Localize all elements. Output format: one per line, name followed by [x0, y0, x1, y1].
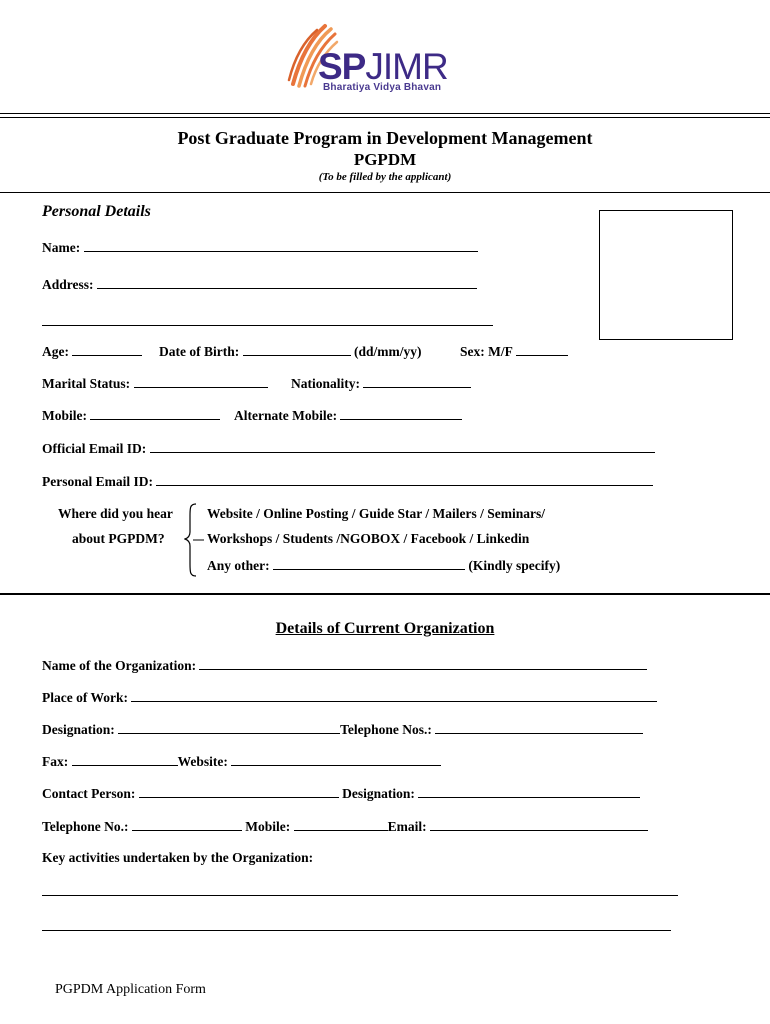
logo-wordmark: SPJIMR: [318, 46, 448, 87]
address-row: [42, 276, 477, 293]
name-field[interactable]: [84, 239, 478, 252]
official-email-label: Official Email ID:: [42, 441, 147, 456]
contact-row: [42, 785, 640, 802]
organization-heading: Details of Current Organization: [275, 620, 495, 637]
top-rule-2: [0, 117, 770, 118]
dob-group: [159, 343, 421, 360]
page-subtitle: PGPDM: [353, 150, 417, 169]
curly-brace-icon: [184, 502, 206, 578]
spjimr-logo: [285, 22, 465, 100]
designation-label: Designation:: [42, 722, 115, 737]
email-field[interactable]: [430, 818, 648, 831]
fax-row: [42, 753, 441, 770]
sex-field[interactable]: [516, 343, 568, 356]
personal-email-label: Personal Email ID:: [42, 474, 153, 489]
org-mobile-field[interactable]: [294, 818, 388, 831]
dob-label: Date of Birth:: [159, 344, 240, 359]
sex-label: Sex: M/F: [460, 344, 513, 359]
fill-note: (To be filled by the applicant): [318, 171, 452, 183]
address-label: Address:: [42, 277, 94, 292]
age-field[interactable]: [72, 343, 142, 356]
mobile-row: [42, 407, 220, 424]
contact-label: Contact Person:: [42, 786, 136, 801]
hear-other-field[interactable]: [273, 557, 465, 570]
marital-label: Marital Status:: [42, 376, 131, 391]
place-row: [42, 689, 657, 706]
hear-question-line-1: Where did you hear: [58, 506, 173, 521]
fax-field[interactable]: [72, 753, 178, 766]
nationality-field[interactable]: [363, 375, 471, 388]
hear-other-label: Any other:: [207, 558, 270, 573]
nationality-label: Nationality:: [291, 376, 360, 391]
contact-field[interactable]: [139, 785, 339, 798]
marital-row: [42, 375, 268, 392]
nationality-group: [291, 375, 471, 392]
page-title: Post Graduate Program in Development Management: [177, 128, 593, 148]
photo-box[interactable]: [599, 210, 733, 340]
place-label: Place of Work:: [42, 690, 128, 705]
age-dob-sex-row: [42, 343, 142, 360]
telephone-nos-label: Telephone Nos.:: [340, 722, 432, 737]
telephone-field[interactable]: [132, 818, 242, 831]
designation-field[interactable]: [118, 721, 340, 734]
personal-email-field[interactable]: [156, 473, 653, 486]
telephone-nos-field[interactable]: [435, 721, 643, 734]
alt-mobile-field[interactable]: [340, 407, 462, 420]
telephone-row: [42, 818, 648, 835]
personal-email-row: [42, 473, 653, 490]
top-rule-1: [0, 113, 770, 114]
activities-line-2[interactable]: [42, 930, 671, 931]
footer-text: PGPDM Application Form: [55, 982, 206, 997]
activities-line-1[interactable]: [42, 895, 678, 896]
email-label: Email:: [387, 819, 427, 834]
designation-row: [42, 721, 643, 738]
website-label: Website:: [177, 754, 228, 769]
personal-details-heading: Personal Details: [42, 203, 151, 220]
contact-designation-label: Designation:: [342, 786, 415, 801]
org-mobile-label: Mobile:: [245, 819, 291, 834]
address-field-line-2[interactable]: [42, 325, 493, 326]
name-label: Name:: [42, 240, 81, 255]
dob-field[interactable]: [243, 343, 351, 356]
alt-mobile-label: Alternate Mobile:: [234, 408, 338, 423]
contact-designation-field[interactable]: [418, 785, 640, 798]
official-email-field[interactable]: [150, 440, 655, 453]
place-field[interactable]: [131, 689, 657, 702]
telephone-label: Telephone No.:: [42, 819, 129, 834]
org-name-row: [42, 657, 647, 674]
alt-mobile-group: [234, 407, 462, 424]
marital-field[interactable]: [134, 375, 268, 388]
hear-question-line-2: about PGPDM?: [72, 531, 165, 546]
header-rule: [0, 192, 770, 193]
hear-option-line-2: Workshops / Students /NGOBOX / Facebook / Linkedin: [207, 531, 530, 546]
hear-option-line-1: Website / Online Posting / Guide Star / Mailers / Seminars/: [207, 506, 546, 521]
official-email-row: [42, 440, 655, 457]
fax-label: Fax:: [42, 754, 69, 769]
mobile-field[interactable]: [90, 407, 220, 420]
website-field[interactable]: [231, 753, 441, 766]
age-label: Age:: [42, 344, 69, 359]
sex-group: [460, 343, 568, 360]
hear-other-note: (Kindly specify): [468, 558, 561, 573]
name-row: [42, 239, 478, 256]
dob-format: (dd/mm/yy): [353, 344, 422, 359]
mobile-label: Mobile:: [42, 408, 87, 423]
org-name-field[interactable]: [199, 657, 647, 670]
activities-label: Key activities undertaken by the Organization:: [42, 850, 314, 865]
hear-other-row: [207, 557, 560, 574]
org-name-label: Name of the Organization:: [42, 658, 197, 673]
logo-tagline: Bharatiya Vidya Bhavan: [323, 82, 442, 93]
section-divider: [0, 593, 770, 595]
address-field[interactable]: [97, 276, 477, 289]
